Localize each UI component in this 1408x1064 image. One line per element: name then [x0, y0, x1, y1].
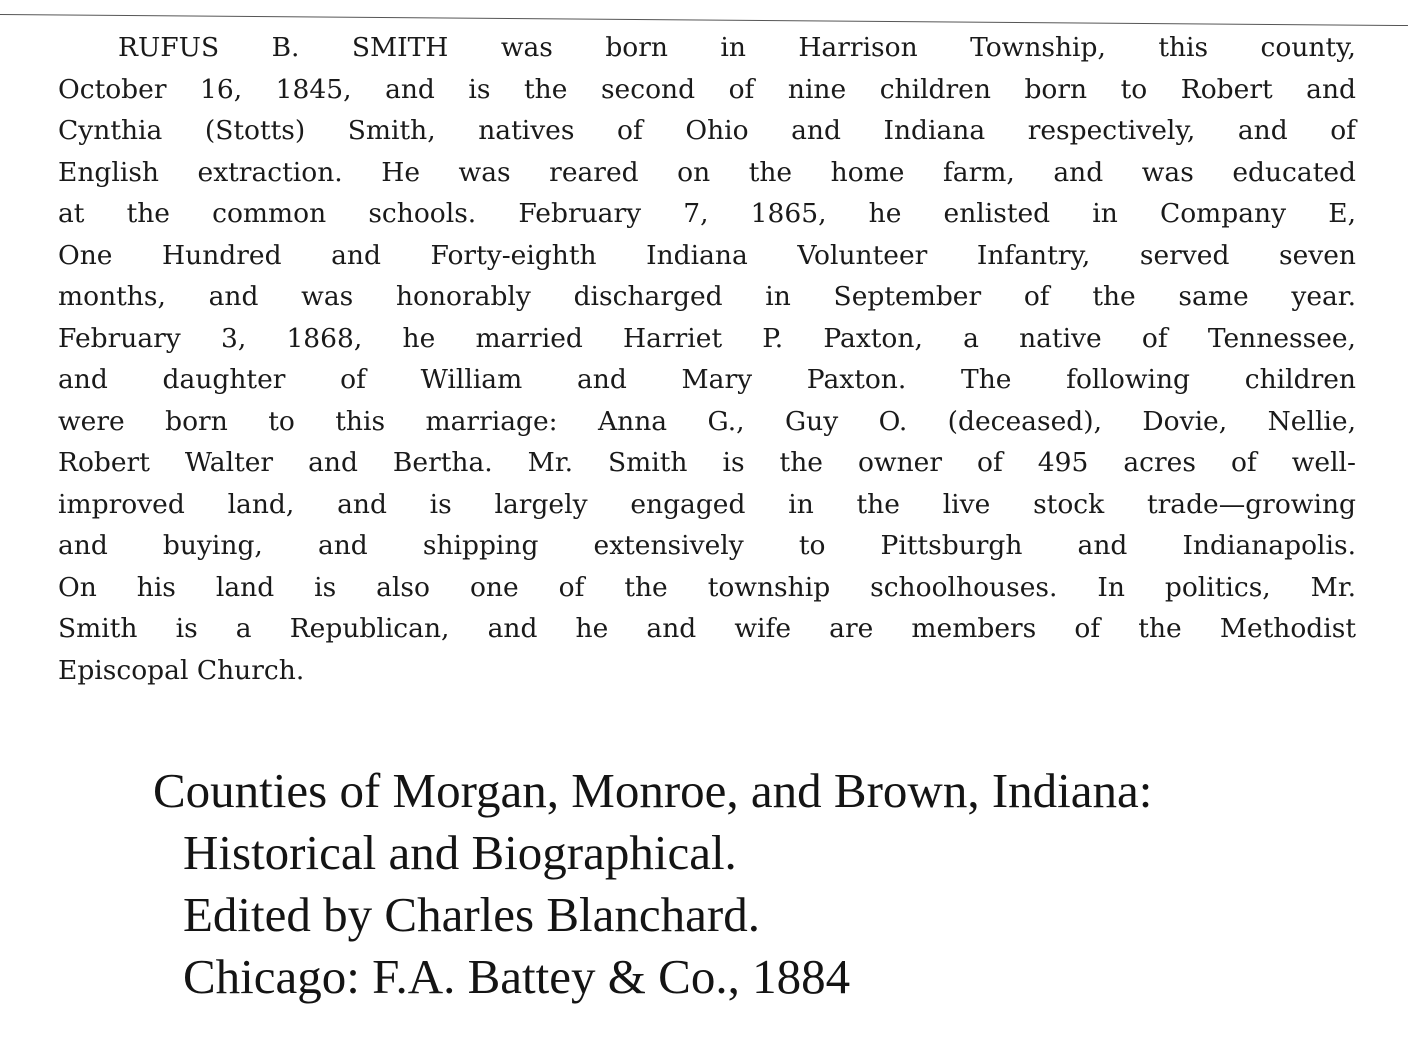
clipping-line: February 3, 1868, he married Harriet P. Paxton, a native of Tennessee,	[58, 322, 1356, 354]
clipping-line: Robert Walter and Bertha. Mr. Smith is the owner of 495 acres of well-	[58, 447, 1356, 478]
clipping-line: English extraction. He was reared on the home farm, and was educated	[58, 156, 1356, 188]
citation-publisher: Chicago: F.A. Battey & Co., 1884	[183, 949, 851, 1004]
clipping-line: improved land, and is largely engaged in the live stock trade—growing	[58, 488, 1356, 520]
citation-subtitle: Historical and Biographical.	[183, 825, 737, 880]
clipping-cut-edge	[0, 14, 1408, 26]
clipping-line: and daughter of William and Mary Paxton. The following children	[58, 364, 1356, 395]
source-citation	[153, 760, 1152, 1008]
clipping-line: were born to this marriage: Anna G., Guy O. (deceased), Dovie, Nellie,	[58, 405, 1356, 437]
clipping-line: and buying, and shipping extensively to Pittsburgh and Indianapolis.	[58, 530, 1356, 561]
clipping-line: On his land is also one of the township schoolhouses. In politics, Mr.	[58, 571, 1356, 603]
clipping-line: RUFUS B. SMITH was born in Harrison Township, this county,	[118, 32, 1356, 63]
clipping-line: Cynthia (Stotts) Smith, natives of Ohio and Indiana respectively, and of	[58, 115, 1356, 146]
clipping-line: months, and was honorably discharged in September of the same year.	[58, 281, 1356, 312]
clipping-line: at the common schools. February 7, 1865, he enlisted in Company E,	[58, 198, 1356, 229]
citation-title: Counties of Morgan, Monroe, and Brown, Indiana:	[153, 763, 1153, 818]
clipping-line: Smith is a Republican, and he and wife are members of the Methodist	[58, 613, 1356, 644]
citation-editor: Edited by Charles Blanchard.	[183, 887, 760, 942]
clipping-line: Episcopal Church.	[58, 654, 305, 686]
clipping-line: October 16, 1845, and is the second of nine children born to Robert and	[58, 73, 1356, 105]
clipping-line: One Hundred and Forty-eighth Indiana Volunteer Infantry, served seven	[58, 239, 1356, 271]
biography-clipping	[58, 27, 1356, 691]
